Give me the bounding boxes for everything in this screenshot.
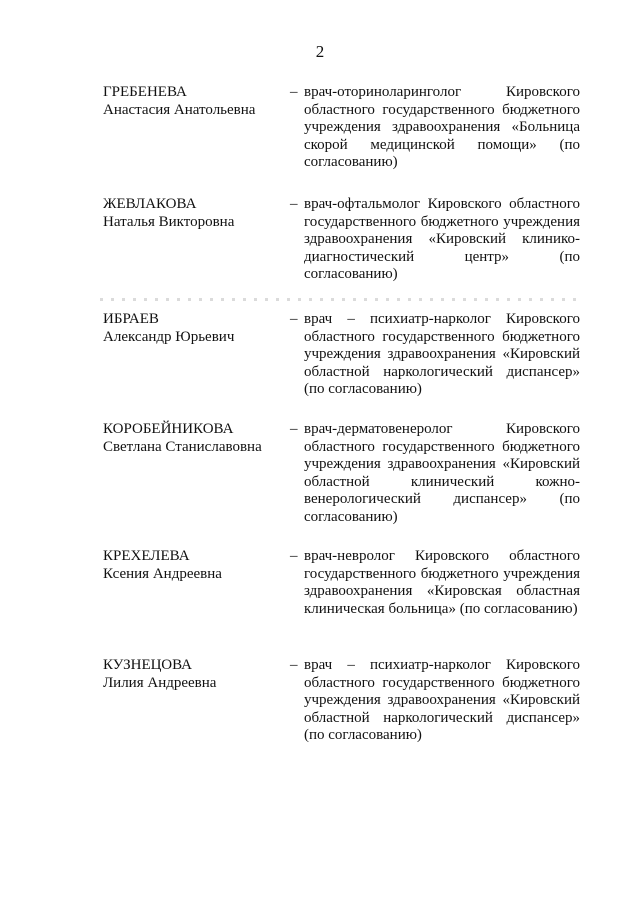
- given-name: Анастасия Анатольевна: [103, 101, 256, 118]
- surname: КУЗНЕЦОВА: [103, 657, 192, 673]
- person-name: [103, 84, 288, 119]
- surname: КРЕХЕЛЕВА: [103, 548, 190, 564]
- person-name: [103, 311, 288, 346]
- person-name: [103, 548, 288, 583]
- given-name: Лилия Андреевна: [103, 674, 217, 691]
- position-description: врач-невролог Кировского областного государственного бюджетного учреждения здравоохранения «Кировская областная клиническая больница» (по согласованию): [304, 548, 580, 617]
- dash-separator: –: [290, 657, 298, 673]
- dash-separator: –: [290, 421, 298, 437]
- given-name: Светлана Станиславовна: [103, 438, 262, 455]
- dash-separator: –: [290, 548, 298, 564]
- given-name: Александр Юрьевич: [103, 328, 235, 345]
- dash-separator: –: [290, 311, 298, 327]
- surname: ИБРАЕВ: [103, 311, 159, 327]
- position-description: врач – психиатр-нарколог Кировского областного государственного бюджетного учреждения здравоохранения «Кировский областной наркологический диспансер» (по согласованию): [304, 657, 580, 743]
- given-name: Наталья Викторовна: [103, 213, 235, 230]
- position-description: врач – психиатр-нарколог Кировского областного государственного бюджетного учреждения здравоохранения «Кировский областной наркологический диспансер» (по согласованию): [304, 311, 580, 397]
- dash-separator: –: [290, 84, 298, 100]
- person-name: [103, 196, 288, 231]
- person-name: [103, 421, 288, 456]
- position-description: врач-дерматовенеролог Кировского областного государственного бюджетного учреждения здравоохранения «Кировский областной клинический кожно-венерологический диспансер» (по согласованию): [304, 421, 580, 525]
- surname: ЖЕВЛАКОВА: [103, 196, 197, 212]
- given-name: Ксения Андреевна: [103, 565, 222, 582]
- dash-separator: –: [290, 196, 298, 212]
- position-description: врач-офтальмолог Кировского областного государственного бюджетного учреждения здравоохранения «Кировский клинико-диагностический центр» (по согласованию): [304, 196, 580, 282]
- position-description: врач-оториноларинголог Кировского областного государственного бюджетного учреждения здравоохранения «Больница скорой медицинской помощи» (по согласованию): [304, 84, 580, 170]
- person-name: [103, 657, 288, 692]
- page-number: 2: [315, 42, 325, 61]
- surname: ГРЕБЕНЕВА: [103, 84, 187, 100]
- surname: КОРОБЕЙНИКОВА: [103, 421, 234, 437]
- scan-artifact: [100, 298, 580, 301]
